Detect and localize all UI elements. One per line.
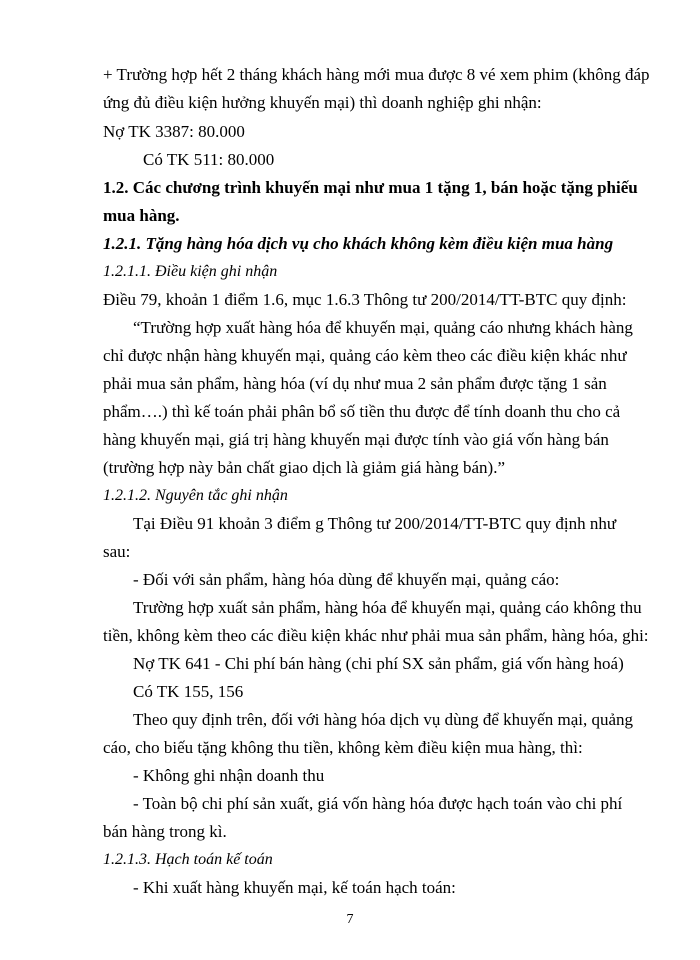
text-line: Nợ TK 641 - Chi phí bán hàng (chi phí SX sản phẩm, giá vốn hàng hoá) xyxy=(133,654,624,673)
text-line: tiền, không kèm theo các điều kiện khác như phải mua sản phẩm, hàng hóa, ghi: xyxy=(103,626,649,645)
list-item: - Khi xuất hàng khuyến mại, kế toán hạch toán: xyxy=(133,878,456,897)
subsubsection-heading: 1.2.1.2. Nguyên tắc ghi nhận xyxy=(103,487,288,504)
quote-line: hàng khuyến mại, giá trị hàng khuyến mại được tính vào giá vốn hàng bán xyxy=(103,430,609,449)
list-item: - Toàn bộ chi phí sản xuất, giá vốn hàng hóa được hạch toán vào chi phí xyxy=(133,794,623,813)
page-number: 7 xyxy=(346,912,354,927)
quote-line: chỉ được nhận hàng khuyến mại, quảng cáo kèm theo các điều kiện khác như xyxy=(103,346,627,365)
text-line: bán hàng trong kì. xyxy=(103,822,227,841)
text-line: Tại Điều 91 khoản 3 điểm g Thông tư 200/2014/TT-BTC quy định như xyxy=(133,514,617,533)
text-line: cáo, cho biếu tặng không thu tiền, không kèm điều kiện mua hàng, thì: xyxy=(103,738,583,757)
subsection-heading: 1.2.1. Tặng hàng hóa dịch vụ cho khách không kèm điều kiện mua hàng xyxy=(103,234,614,253)
text-line: Theo quy định trên, đối với hàng hóa dịch vụ dùng để khuyến mại, quảng xyxy=(133,710,634,729)
section-heading: mua hàng. xyxy=(103,206,180,225)
subsubsection-heading: 1.2.1.3. Hạch toán kế toán xyxy=(103,851,273,868)
text-line: + Trường hợp hết 2 tháng khách hàng mới mua được 8 vé xem phim (không đáp xyxy=(103,65,650,84)
quote-line: (trường hợp này bản chất giao dịch là giảm giá hàng bán).” xyxy=(103,458,506,477)
quote-line: phẩm….) thì kế toán phải phân bổ số tiền thu được để tính doanh thu cho cả xyxy=(103,402,621,421)
text-line: ứng đủ điều kiện hưởng khuyến mại) thì doanh nghiệp ghi nhận: xyxy=(103,93,542,112)
subsubsection-heading: 1.2.1.1. Điều kiện ghi nhận xyxy=(103,263,278,280)
text-line: Trường hợp xuất sản phẩm, hàng hóa để khuyến mại, quảng cáo không thu xyxy=(133,598,642,617)
section-heading: 1.2. Các chương trình khuyến mại như mua 1 tặng 1, bán hoặc tặng phiếu xyxy=(103,178,638,197)
text-line: Điều 79, khoản 1 điểm 1.6, mục 1.6.3 Thông tư 200/2014/TT-BTC quy định: xyxy=(103,290,627,309)
list-item: - Đối với sản phẩm, hàng hóa dùng để khuyến mại, quảng cáo: xyxy=(133,570,560,589)
text-line: sau: xyxy=(103,542,131,561)
text-line: Có TK 511: 80.000 xyxy=(143,150,275,169)
list-item: - Không ghi nhận doanh thu xyxy=(133,766,325,785)
text-line: Nợ TK 3387: 80.000 xyxy=(103,122,245,141)
quote-line: phải mua sản phẩm, hàng hóa (ví dụ như mua 2 sản phẩm được tặng 1 sản xyxy=(103,374,607,393)
text-line: Có TK 155, 156 xyxy=(133,682,244,701)
quote-line: “Trường hợp xuất hàng hóa để khuyến mại, quảng cáo nhưng khách hàng xyxy=(133,318,633,337)
